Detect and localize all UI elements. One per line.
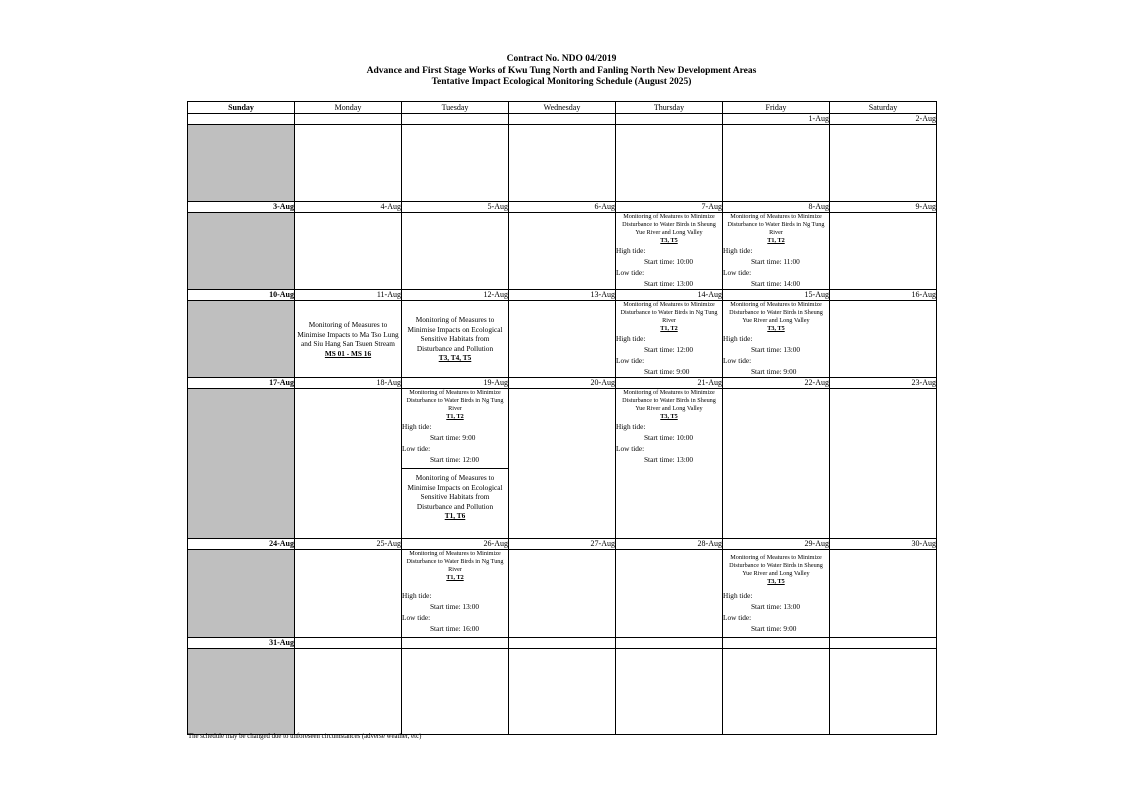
date-cell: 9-Aug — [830, 202, 937, 213]
day-cell — [509, 213, 616, 290]
high-tide-label: High tide: — [616, 246, 646, 255]
event-code: T3, T5 — [767, 578, 785, 585]
event-code: T3, T5 — [660, 237, 678, 244]
content-row — [188, 550, 937, 638]
low-tide-time: Start time: 9:00 — [751, 624, 797, 633]
date-row — [188, 378, 937, 389]
event-code: T3, T5 — [767, 325, 785, 332]
event-title: Monitoring of Meatures to Minimize Disturbance to Water Birds in Sheung Yue River and Long Valley — [729, 554, 823, 577]
low-tide-label: Low tide: — [723, 268, 752, 277]
day-cell — [295, 550, 402, 638]
day-cell — [402, 301, 509, 378]
project-title: Advance and First Stage Works of Kwu Tung North and Fanling North New Development Areas — [366, 66, 757, 76]
tide-info — [723, 333, 829, 377]
low-tide-time: Start time: 16:00 — [430, 624, 480, 633]
event-title: Monitoring of Meatures to Minimize Disturbance to Water Birds in Sheung Yue River and Long Valley — [622, 213, 716, 236]
date-cell: 16-Aug — [830, 290, 937, 301]
date-cell: 30-Aug — [830, 539, 937, 550]
date-cell: 28-Aug — [616, 539, 723, 550]
day-cell — [830, 301, 937, 378]
event-block — [616, 389, 722, 421]
high-tide-label: High tide: — [616, 334, 646, 343]
event-title: Monitoring of Measures to Minimise Impacts to Ma Tso Lung and Siu Hang San Tsuen Stream — [297, 320, 399, 348]
event-block — [723, 554, 829, 586]
date-cell: 22-Aug — [723, 378, 830, 389]
high-tide-label: High tide: — [723, 334, 753, 343]
date-cell: 3-Aug — [188, 202, 295, 213]
date-cell: 26-Aug — [402, 539, 509, 550]
high-tide-time: Start time: 13:00 — [751, 345, 801, 354]
day-cell — [509, 649, 616, 735]
day-cell — [188, 301, 295, 378]
day-cell — [616, 125, 723, 202]
high-tide-label: High tide: — [723, 246, 753, 255]
day-cell — [830, 213, 937, 290]
day-cell — [616, 389, 723, 539]
event-title: Monitoring of Measures to Minimise Impacts on Ecological Sensitive Habitats from Disturbance and Pollution — [407, 315, 503, 353]
content-row — [188, 301, 937, 378]
day-cell — [188, 649, 295, 735]
high-tide-time: Start time: 11:00 — [751, 257, 800, 266]
high-tide-label: High tide: — [402, 422, 432, 431]
date-row — [188, 114, 937, 125]
high-tide-label: High tide: — [616, 422, 646, 431]
low-tide-time: Start time: 9:00 — [751, 367, 797, 376]
day-cell — [723, 125, 830, 202]
low-tide-label: Low tide: — [402, 613, 431, 622]
day-cell — [509, 550, 616, 638]
content-row — [188, 213, 937, 290]
content-row — [188, 389, 937, 539]
tide-info — [402, 590, 508, 634]
date-cell: 4-Aug — [295, 202, 402, 213]
day-cell — [723, 389, 830, 539]
date-row — [188, 539, 937, 550]
day-cell — [402, 213, 509, 290]
event-title: Monitoring of Meatures to Minimize Disturbance to Water Birds in Ng Tung River — [406, 389, 504, 412]
date-cell: 29-Aug — [723, 539, 830, 550]
event-code: MS 01 - MS 16 — [324, 348, 372, 358]
low-tide-time: Start time: 14:00 — [751, 279, 801, 288]
low-tide-label: Low tide: — [616, 444, 645, 453]
date-cell — [188, 114, 295, 125]
high-tide-time: Start time: 13:00 — [430, 602, 480, 611]
day-cell — [509, 389, 616, 539]
day-cell — [295, 389, 402, 539]
day-cell — [830, 649, 937, 735]
date-row — [188, 638, 937, 649]
low-tide-time: Start time: 13:00 — [644, 455, 694, 464]
day-cell — [188, 389, 295, 539]
date-cell — [402, 114, 509, 125]
date-cell — [509, 638, 616, 649]
date-row — [188, 202, 937, 213]
date-cell — [402, 638, 509, 649]
tide-info — [616, 245, 722, 289]
day-cell — [188, 213, 295, 290]
weekday-tuesday: Tuesday — [402, 102, 509, 114]
day-cell — [188, 125, 295, 202]
weekday-header-row — [188, 102, 937, 114]
content-row — [188, 649, 937, 735]
high-tide-time: Start time: 10:00 — [644, 257, 694, 266]
date-cell: 12-Aug — [402, 290, 509, 301]
date-cell — [295, 638, 402, 649]
event-block — [723, 301, 829, 333]
event-block — [723, 213, 829, 245]
high-tide-time: Start time: 13:00 — [751, 602, 801, 611]
day-cell — [402, 550, 509, 638]
event-block — [616, 213, 722, 245]
event-title: Monitoring of Meatures to Minimize Disturbance to Water Birds in Ng Tung River — [727, 213, 825, 236]
date-cell: 11-Aug — [295, 290, 402, 301]
weekday-saturday: Saturday — [830, 102, 937, 114]
date-cell — [616, 638, 723, 649]
weekday-thursday: Thursday — [616, 102, 723, 114]
date-cell: 6-Aug — [509, 202, 616, 213]
date-cell: 18-Aug — [295, 378, 402, 389]
low-tide-label: Low tide: — [402, 444, 431, 453]
event-code: T1, T2 — [660, 325, 678, 332]
day-cell — [295, 125, 402, 202]
low-tide-time: Start time: 9:00 — [644, 367, 690, 376]
date-row — [188, 290, 937, 301]
date-cell: 13-Aug — [509, 290, 616, 301]
event-block — [295, 320, 401, 358]
day-cell — [509, 301, 616, 378]
date-cell — [830, 638, 937, 649]
content-row — [188, 125, 937, 202]
footnote: The schedule may be changed due to unforeseen circumstances (adverse weather, etc) — [188, 733, 422, 740]
day-cell — [830, 125, 937, 202]
date-cell: 5-Aug — [402, 202, 509, 213]
tide-info — [616, 333, 722, 377]
event-title: Monitoring of Measures to Minimise Impacts on Ecological Sensitive Habitats from Disturbance and Pollution — [407, 473, 503, 511]
event-code: T1, T2 — [767, 237, 785, 244]
tide-info — [402, 421, 508, 465]
event-block — [402, 550, 508, 582]
date-cell: 17-Aug — [188, 378, 295, 389]
date-cell — [509, 114, 616, 125]
date-cell: 20-Aug — [509, 378, 616, 389]
event-title: Monitoring of Meatures to Minimize Disturbance to Water Birds in Sheung Yue River and Long Valley — [729, 301, 823, 324]
weekday-wednesday: Wednesday — [509, 102, 616, 114]
tide-info — [616, 421, 722, 465]
tide-info — [723, 590, 829, 634]
day-cell — [402, 125, 509, 202]
event-code: T1, T2 — [446, 413, 464, 420]
date-cell: 25-Aug — [295, 539, 402, 550]
high-tide-time: Start time: 12:00 — [644, 345, 694, 354]
date-cell: 7-Aug — [616, 202, 723, 213]
date-cell: 8-Aug — [723, 202, 830, 213]
day-cell — [830, 389, 937, 539]
event-code: T3, T4, T5 — [438, 353, 472, 363]
low-tide-label: Low tide: — [723, 356, 752, 365]
low-tide-label: Low tide: — [616, 356, 645, 365]
date-cell: 2-Aug — [830, 114, 937, 125]
weekday-monday: Monday — [295, 102, 402, 114]
date-cell: 31-Aug — [188, 638, 295, 649]
day-cell — [509, 125, 616, 202]
high-tide-time: Start time: 9:00 — [430, 433, 476, 442]
date-cell — [723, 638, 830, 649]
low-tide-time: Start time: 13:00 — [644, 279, 694, 288]
weekday-friday: Friday — [723, 102, 830, 114]
day-cell — [830, 550, 937, 638]
weekday-sunday: Sunday — [188, 102, 295, 114]
date-cell: 14-Aug — [616, 290, 723, 301]
event-title: Monitoring of Meatures to Minimize Disturbance to Water Birds in Ng Tung River — [406, 550, 504, 573]
date-cell: 19-Aug — [402, 378, 509, 389]
event-block — [616, 301, 722, 333]
contract-number: Contract No. NDO 04/2019 — [506, 54, 617, 64]
day-cell — [723, 301, 830, 378]
high-tide-time: Start time: 10:00 — [644, 433, 694, 442]
event-code: T3, T5 — [660, 413, 678, 420]
low-tide-time: Start time: 12:00 — [430, 455, 480, 464]
high-tide-label: High tide: — [402, 591, 432, 600]
date-cell: 21-Aug — [616, 378, 723, 389]
tide-info — [723, 245, 829, 289]
day-cell — [616, 213, 723, 290]
high-tide-label: High tide: — [723, 591, 753, 600]
day-cell — [723, 213, 830, 290]
calendar-table — [187, 101, 937, 735]
day-cell — [402, 649, 509, 735]
event-block — [402, 468, 508, 521]
day-cell — [188, 550, 295, 638]
day-cell — [402, 389, 509, 539]
event-title: Monitoring of Meatures to Minimize Disturbance to Water Birds in Sheung Yue River and Long Valley — [622, 389, 716, 412]
event-title: Monitoring of Meatures to Minimize Disturbance to Water Birds in Ng Tung River — [620, 301, 718, 324]
date-cell: 27-Aug — [509, 539, 616, 550]
date-cell: 10-Aug — [188, 290, 295, 301]
date-cell — [616, 114, 723, 125]
day-cell — [295, 649, 402, 735]
date-cell: 1-Aug — [723, 114, 830, 125]
day-cell — [616, 550, 723, 638]
event-block — [402, 315, 508, 363]
day-cell — [295, 301, 402, 378]
low-tide-label: Low tide: — [723, 613, 752, 622]
event-code: T1, T2 — [446, 574, 464, 581]
event-block — [402, 389, 508, 421]
date-cell: 24-Aug — [188, 539, 295, 550]
date-cell: 15-Aug — [723, 290, 830, 301]
date-cell: 23-Aug — [830, 378, 937, 389]
day-cell — [616, 649, 723, 735]
event-code: T1, T6 — [444, 511, 466, 520]
day-cell — [723, 550, 830, 638]
schedule-title: Tentative Impact Ecological Monitoring Schedule (August 2025) — [431, 77, 692, 87]
low-tide-label: Low tide: — [616, 268, 645, 277]
day-cell — [616, 301, 723, 378]
date-cell — [295, 114, 402, 125]
day-cell — [295, 213, 402, 290]
day-cell — [723, 649, 830, 735]
